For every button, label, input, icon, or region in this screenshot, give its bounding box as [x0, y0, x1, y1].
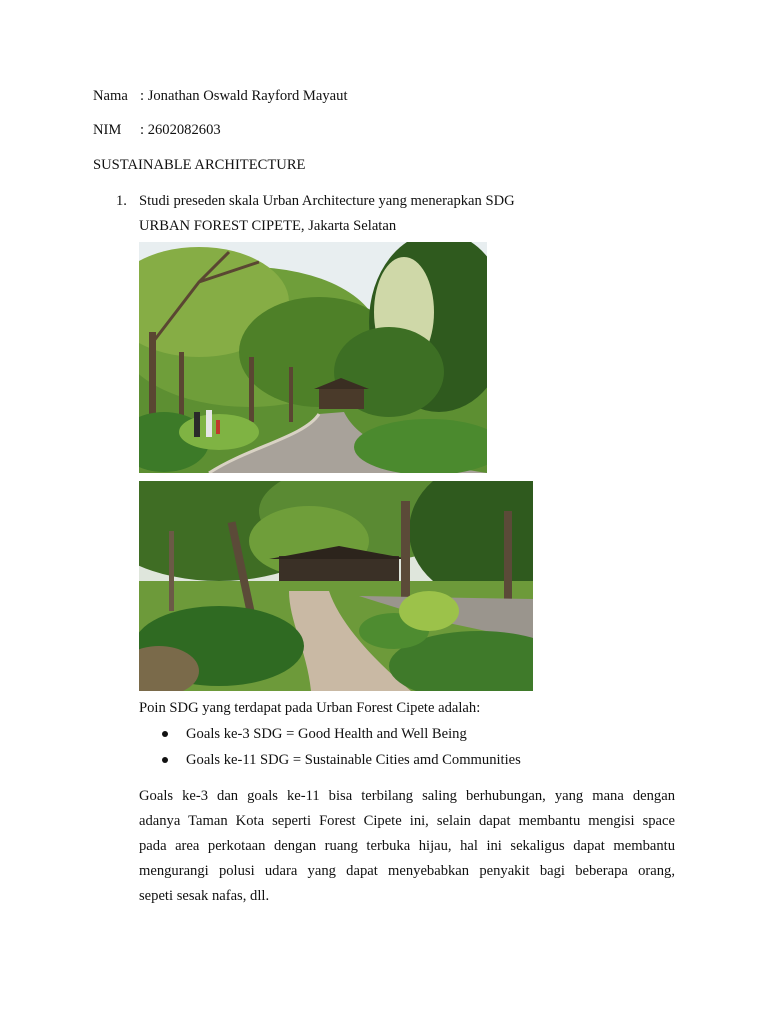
body-paragraph	[139, 788, 675, 913]
name-label: Nama	[93, 88, 128, 104]
name-value: : Jonathan Oswald Rayford Mayaut	[140, 88, 348, 104]
bullet-dot	[162, 731, 168, 737]
bullet-dot	[162, 757, 168, 763]
bullet-item: Goals ke-3 SDG = Good Health and Well Being	[186, 726, 467, 742]
bullet-item: Goals ke-11 SDG = Sustainable Cities amd Communities	[186, 752, 521, 768]
nim-label: NIM	[93, 122, 122, 138]
nim-row	[93, 122, 221, 140]
nim-value: : 2602082603	[140, 122, 221, 138]
course-title: SUSTAINABLE ARCHITECTURE	[93, 157, 306, 173]
sdg-intro: Poin SDG yang terdapat pada Urban Forest Cipete adalah:	[139, 700, 481, 716]
urban-forest-photo-1	[139, 242, 487, 473]
paragraph-line: Goals ke-3 dan goals ke-11 bisa terbilang saling berhubungan, yang mana dengan	[139, 788, 675, 804]
list-number: 1.	[116, 193, 127, 209]
paragraph-line: adanya Taman Kota seperti Forest Cipete ini, selain dapat membantu mengisi space	[139, 813, 675, 829]
section-subheading: URBAN FOREST CIPETE, Jakarta Selatan	[139, 218, 397, 234]
section-heading: Studi preseden skala Urban Architecture yang menerapkan SDG	[139, 193, 515, 209]
urban-forest-photo-2	[139, 481, 533, 691]
name-row	[93, 88, 348, 106]
paragraph-line: pada area perkotaan dengan ruang terbuka hijau, hal ini sekaligus dapat membantu	[139, 838, 675, 854]
paragraph-line: sepeti sesak nafas, dll.	[139, 888, 270, 904]
paragraph-line: mengurangi polusi udara yang dapat menyebabkan penyakit bagi beberapa orang,	[139, 863, 675, 879]
